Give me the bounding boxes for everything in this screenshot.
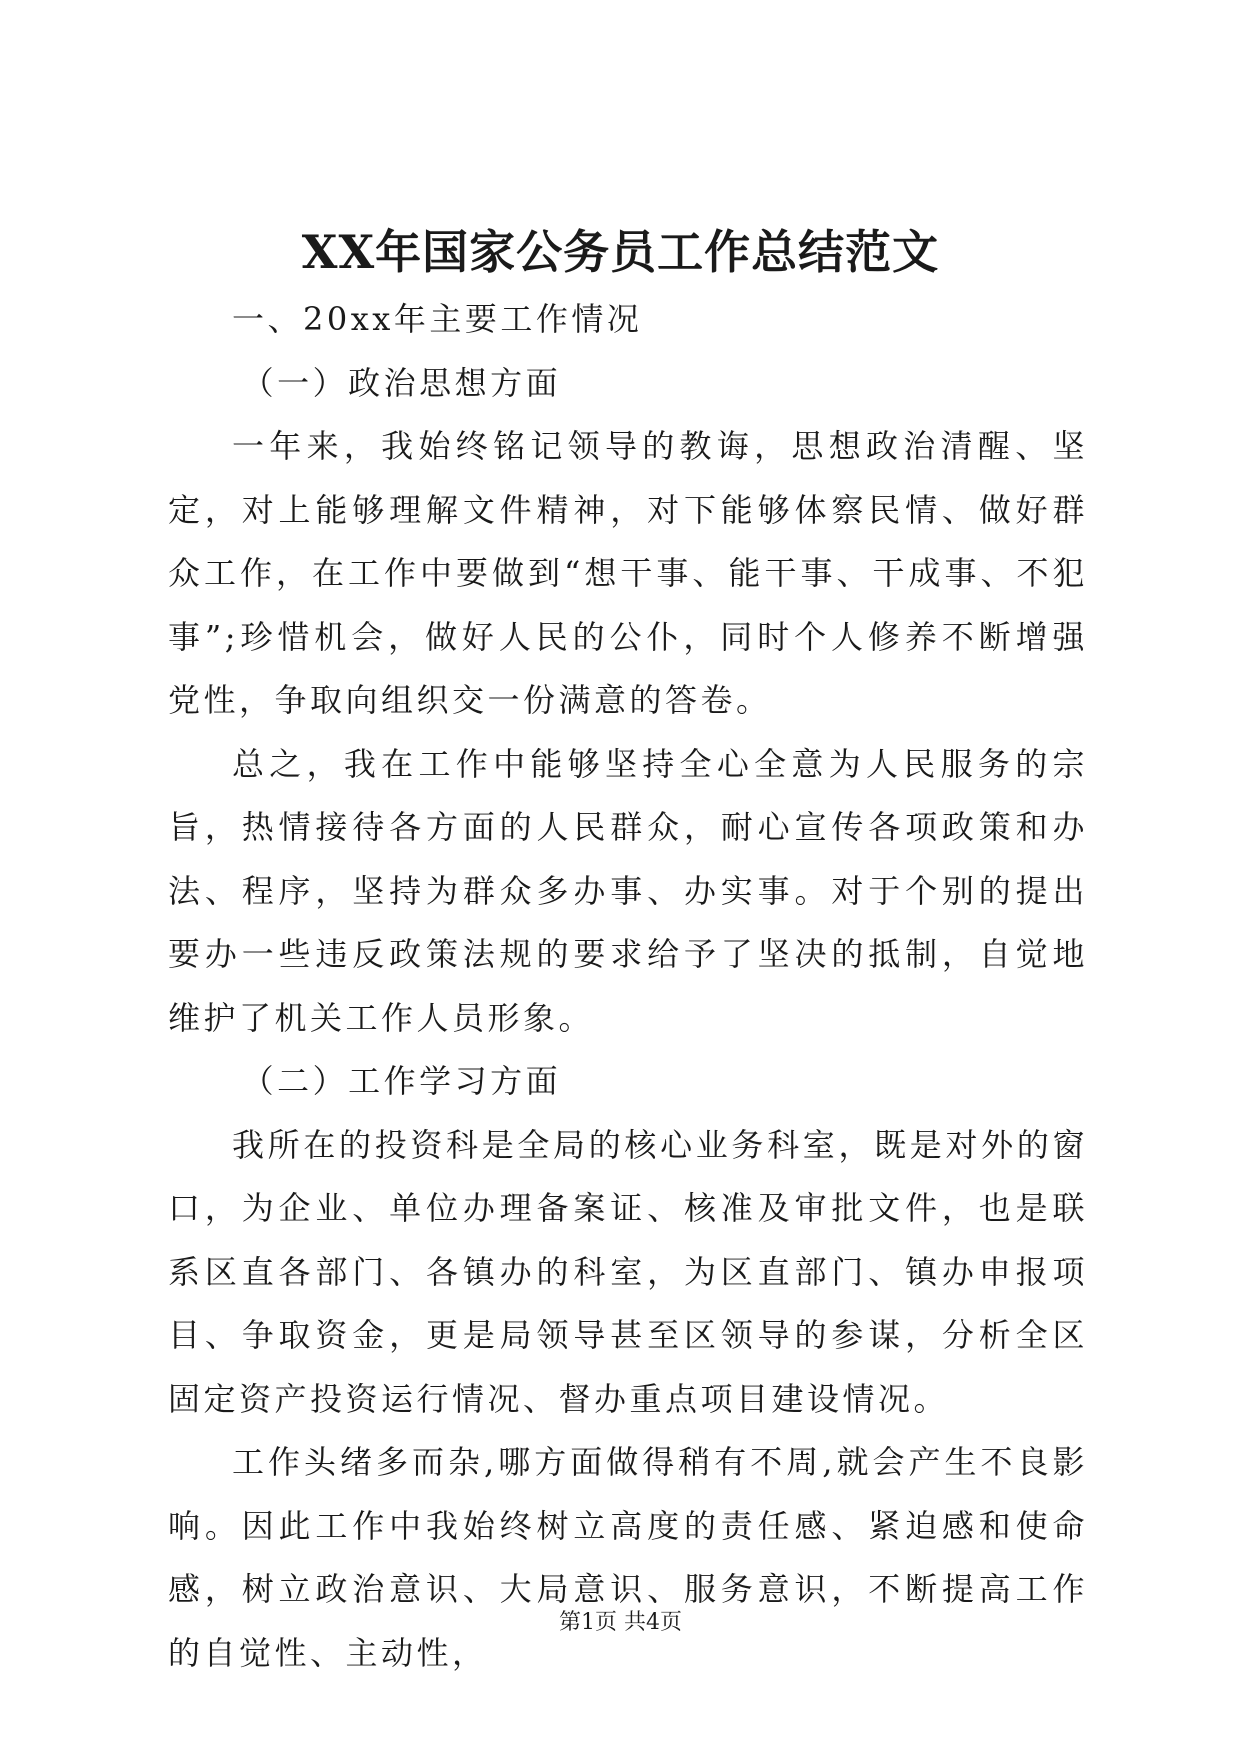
section-heading: 一、20xx年主要工作情况 <box>232 300 643 338</box>
body-paragraph: 工作头绪多而杂,哪方面做得稍有不周,就会产生不良影响。因此工作中我始终树立高度的责任感、紧迫感和使命感，树立政治意识、大局意识、服务意识，不断提高工作的自觉性、主动性， <box>168 1443 1088 1672</box>
subsection-heading: （二）工作学习方面 <box>241 1062 562 1100</box>
body-paragraph: 总之，我在工作中能够坚持全心全意为人民服务的宗旨，热情接待各方面的人民群众，耐心宣传各项政策和办法、程序，坚持为群众多办事、办实事。对于个别的提出要办一些违反政策法规的要求给予了坚决的抵制，自觉地维护了机关工作人员形象。 <box>168 744 1088 1037</box>
page-footer: 第1页 共4页 <box>559 1610 682 1635</box>
body-paragraph: 我所在的投资科是全局的核心业务科室，既是对外的窗口，为企业、单位办理备案证、核准及审批文件，也是联系区直各部门、各镇办的科室，为区直部门、镇办申报项目、争取资金，更是局领导甚至区领导的参谋，分析全区固定资产投资运行情况、督办重点项目建设情况。 <box>168 1125 1088 1418</box>
document-body <box>168 288 1088 1685</box>
body-paragraph: 一年来，我始终铭记领导的教诲，思想政治清醒、坚定，对上能够理解文件精神，对下能够体察民情、做好群众工作，在工作中要做到“想干事、能干事、干成事、不犯事”;珍惜机会，做好人民的公仆，同时个人修养不断增强党性，争取向组织交一份满意的答卷。 <box>168 427 1088 719</box>
document-title: XX年国家公务员工作总结范文 <box>301 225 940 279</box>
subsection-heading: （一）政治思想方面 <box>241 363 562 402</box>
